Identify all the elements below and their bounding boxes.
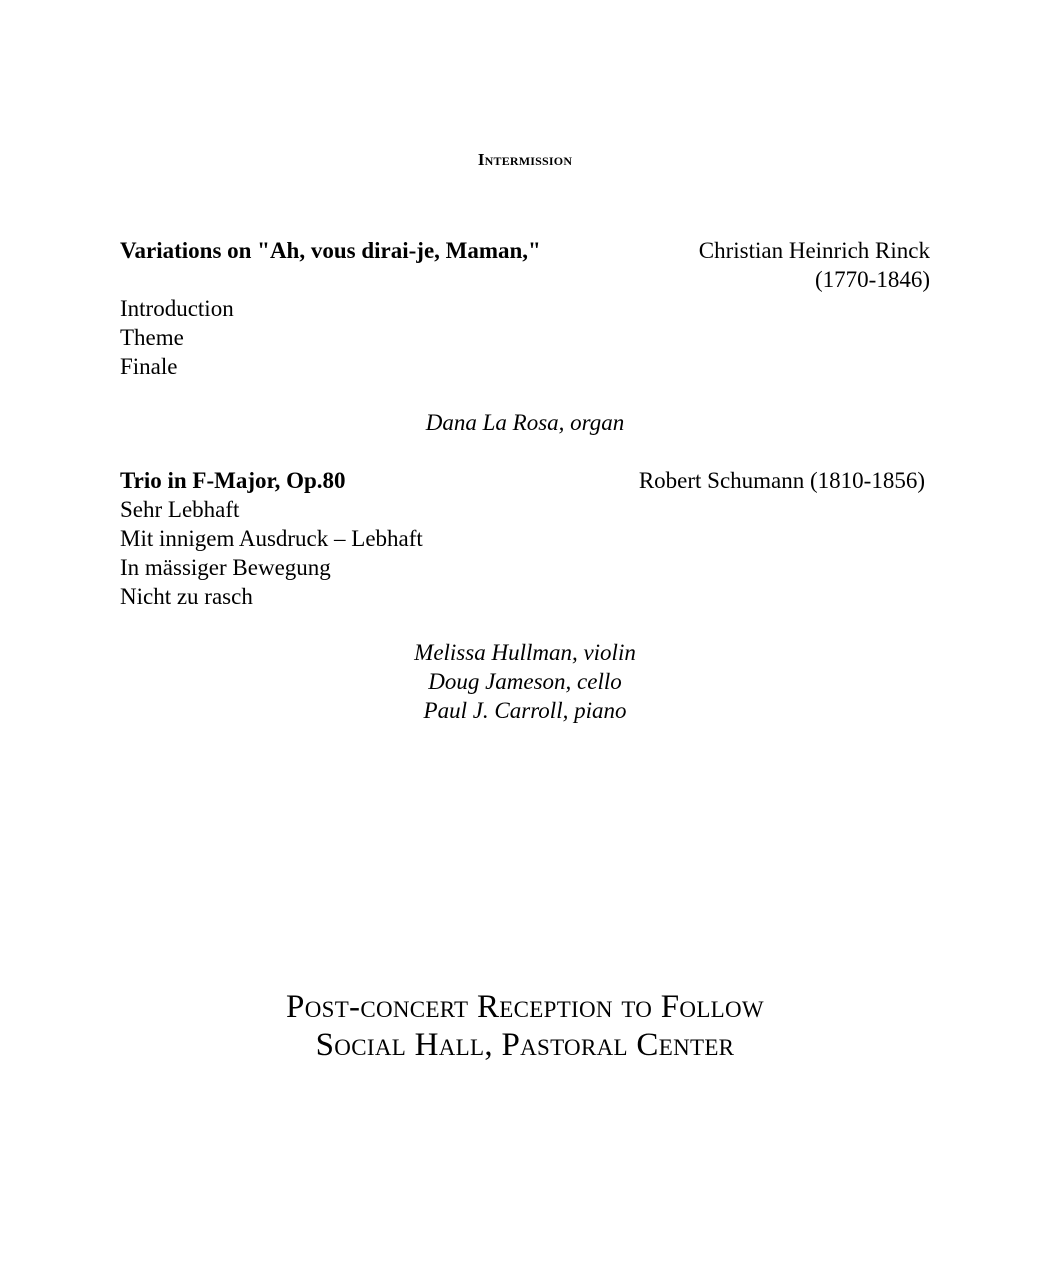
movement-item: Nicht zu rasch (120, 584, 253, 609)
movement-list (120, 294, 930, 381)
performer: Dana La Rosa, organ (425, 410, 625, 435)
composer (699, 236, 930, 294)
reception-notice (0, 988, 1050, 1064)
piece-title: Variations on "Ah, vous dirai-je, Maman," (120, 238, 541, 263)
performer: Melissa Hullman, violin (414, 640, 636, 665)
piece-header (120, 236, 930, 294)
composer-name: Christian Heinrich Rinck (698, 238, 930, 263)
movement-item: In mässiger Bewegung (120, 555, 331, 580)
movement-item: Mit innigem Ausdruck – Lebhaft (120, 526, 423, 551)
piece-title: Trio in F-Major, Op.80 (120, 468, 346, 493)
performer: Doug Jameson, cello (428, 669, 622, 694)
composer-dates: (1770-1846) (815, 267, 930, 292)
composer-name: Robert Schumann (1810-1856) (638, 468, 925, 493)
reception-location: Social Hall, Pastoral Center (315, 1027, 735, 1063)
intermission-heading: Intermission (477, 150, 573, 169)
movement-item: Sehr Lebhaft (120, 497, 240, 522)
movement-item: Theme (120, 325, 184, 350)
movement-list (120, 495, 925, 611)
piece-schumann (120, 466, 925, 611)
performers-rinck (0, 408, 1050, 437)
piece-rinck (120, 236, 930, 381)
reception-line: Post-concert Reception to Follow (286, 989, 764, 1025)
movement-item: Finale (120, 354, 178, 379)
piece-header (120, 466, 925, 495)
performers-schumann (0, 638, 1050, 725)
movement-item: Introduction (120, 296, 234, 321)
performer: Paul J. Carroll, piano (423, 698, 627, 723)
